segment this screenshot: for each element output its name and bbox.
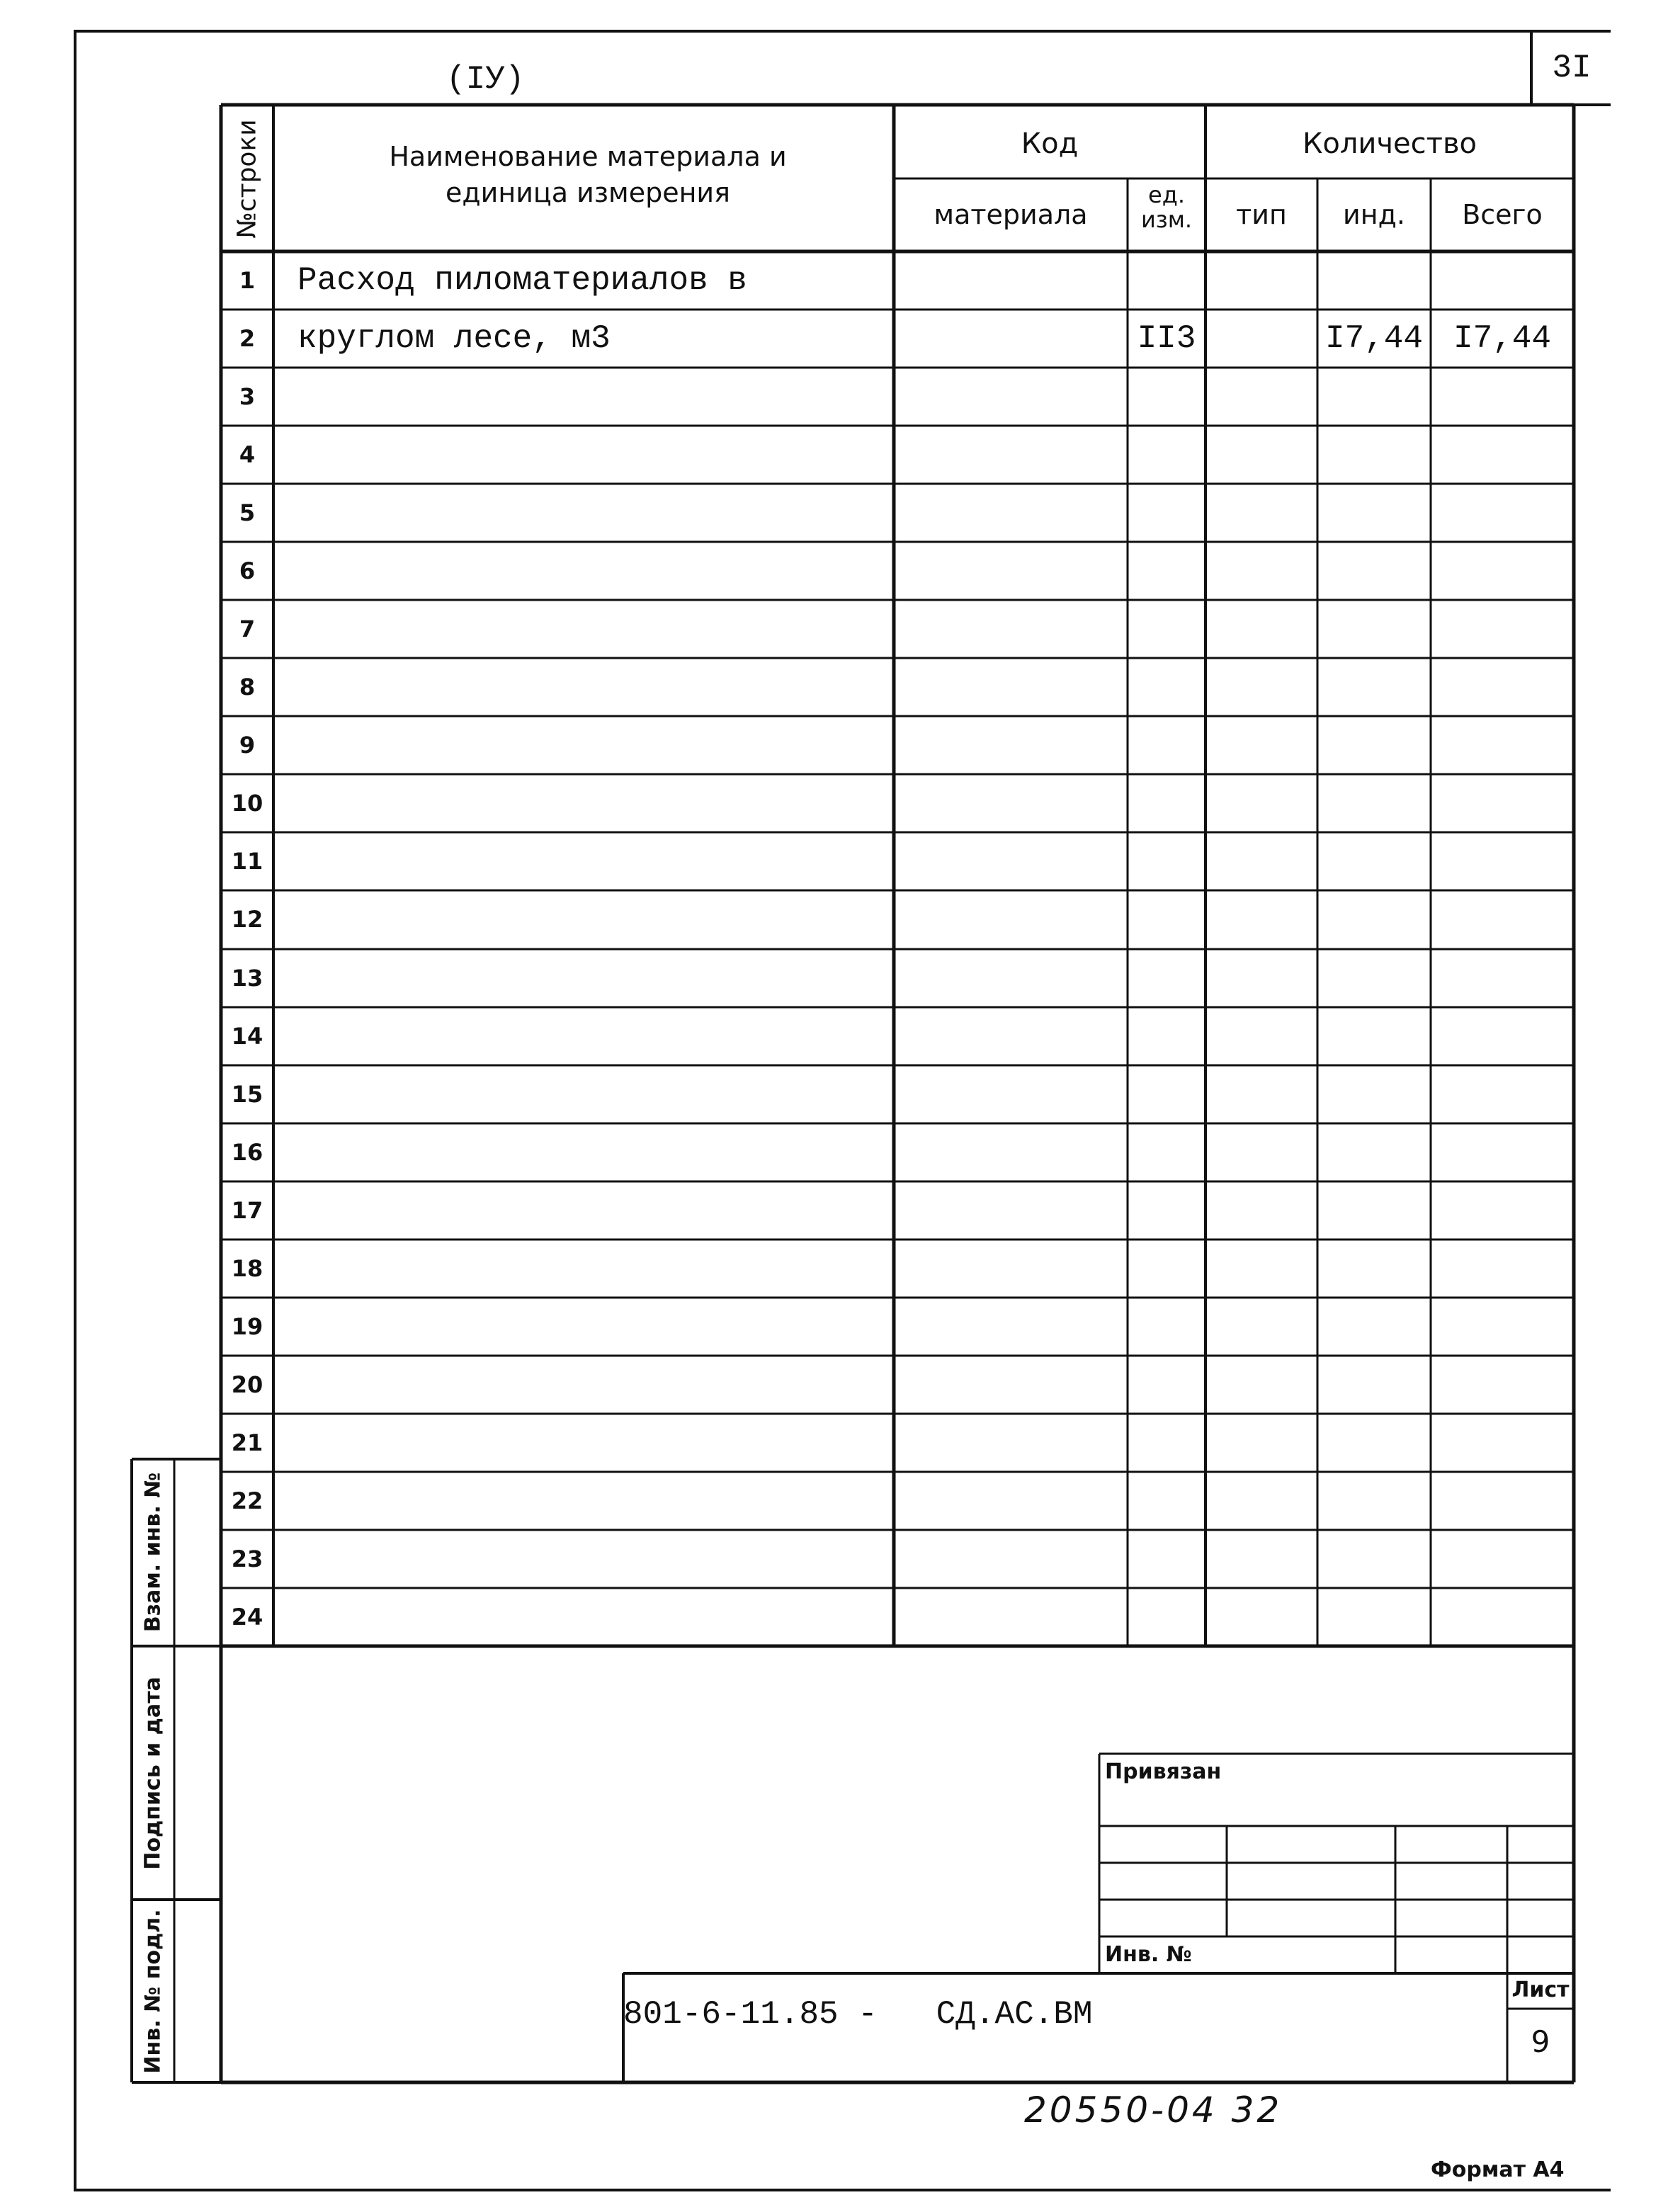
cell-material <box>894 1356 1128 1414</box>
cell-ind <box>1317 716 1431 774</box>
sheet-number: 9 <box>1531 2024 1550 2059</box>
cell-unit <box>1128 949 1205 1007</box>
cell-n: 16 <box>231 1138 263 1166</box>
cell-material <box>894 1240 1128 1298</box>
cell-material <box>894 1298 1128 1356</box>
cell-type <box>1205 1588 1317 1646</box>
cell-n: 15 <box>231 1080 263 1108</box>
cell-unit <box>1128 600 1205 658</box>
cell-ind <box>1317 1414 1431 1472</box>
cell-n: 11 <box>231 848 263 875</box>
cell-type <box>1205 1123 1317 1181</box>
cell-unit <box>1128 1240 1205 1298</box>
cell-material <box>894 310 1128 368</box>
cell-unit <box>1128 1588 1205 1646</box>
cell-type <box>1205 542 1317 600</box>
cell-unit <box>1128 1007 1205 1065</box>
cell-ind <box>1317 774 1431 832</box>
cell-total <box>1431 716 1574 774</box>
cell-name <box>297 1356 885 1414</box>
header-qty-type: тип <box>1236 199 1287 230</box>
header-row-no-label: №строки <box>232 119 262 239</box>
cell-n: 6 <box>239 557 256 585</box>
cell-n: 2 <box>239 325 256 353</box>
cell-name <box>297 426 885 484</box>
cell-unit <box>1128 716 1205 774</box>
cell-name <box>297 1007 885 1065</box>
cell-ind <box>1317 1472 1431 1530</box>
cell-name <box>297 1181 885 1240</box>
header-qty-ind: инд. <box>1343 199 1405 230</box>
cell-unit <box>1128 890 1205 948</box>
cell-ind <box>1317 949 1431 1007</box>
cell-total <box>1431 1530 1574 1588</box>
cell-n: 4 <box>239 441 256 469</box>
cell-name <box>297 484 885 542</box>
cell-type <box>1205 832 1317 890</box>
cell-type <box>1205 1472 1317 1530</box>
cell-total: I7,44 <box>1453 320 1552 358</box>
cell-ind <box>1317 1240 1431 1298</box>
cell-total <box>1431 1414 1574 1472</box>
cell-n: 13 <box>231 964 263 992</box>
cell-name <box>297 1472 885 1530</box>
cell-n: 1 <box>239 267 256 294</box>
cell-ind <box>1317 542 1431 600</box>
cell-name <box>297 949 885 1007</box>
cell-n: 14 <box>231 1022 263 1050</box>
stamp-inv-podl: Инв. № подл. <box>140 1909 166 2074</box>
cell-total <box>1431 949 1574 1007</box>
cell-total <box>1431 890 1574 948</box>
cell-material <box>894 1472 1128 1530</box>
cell-name <box>297 542 885 600</box>
cell-n: 3 <box>239 383 256 411</box>
cell-type <box>1205 1530 1317 1588</box>
cell-type <box>1205 426 1317 484</box>
cell-ind <box>1317 484 1431 542</box>
cell-type <box>1205 1298 1317 1356</box>
cell-unit <box>1128 484 1205 542</box>
cell-ind <box>1317 890 1431 948</box>
cell-material <box>894 716 1128 774</box>
cell-unit <box>1128 1356 1205 1414</box>
cell-type <box>1205 1065 1317 1123</box>
cell-material <box>894 1181 1128 1240</box>
cell-type <box>1205 949 1317 1007</box>
cell-n: 23 <box>231 1545 263 1572</box>
cell-material <box>894 1414 1128 1472</box>
stamp-podpis: Подпись и дата <box>140 1677 166 1870</box>
cell-total <box>1431 1123 1574 1181</box>
cell-type <box>1205 658 1317 716</box>
header-code: Код <box>1021 127 1079 160</box>
cell-total <box>1431 832 1574 890</box>
cell-unit <box>1128 426 1205 484</box>
cell-name <box>297 1298 885 1356</box>
cell-total <box>1431 484 1574 542</box>
cell-material <box>894 600 1128 658</box>
cell-name <box>297 774 885 832</box>
cell-total <box>1431 600 1574 658</box>
cell-type <box>1205 774 1317 832</box>
cell-type <box>1205 368 1317 426</box>
cell-name <box>297 658 885 716</box>
cell-n: 8 <box>239 674 256 701</box>
cell-total <box>1431 1065 1574 1123</box>
cell-name <box>297 1588 885 1646</box>
cell-type <box>1205 716 1317 774</box>
cell-n: 18 <box>231 1254 263 1282</box>
cell-material <box>894 949 1128 1007</box>
cell-name <box>297 832 885 890</box>
footer-number: 20550-04 32 <box>1024 2089 1283 2131</box>
cell-unit <box>1128 1123 1205 1181</box>
cell-n: 21 <box>231 1429 263 1456</box>
cell-unit <box>1128 251 1205 310</box>
cell-total <box>1431 542 1574 600</box>
cell-ind <box>1317 1065 1431 1123</box>
cell-material <box>894 368 1128 426</box>
cell-ind <box>1317 1298 1431 1356</box>
cell-type <box>1205 1007 1317 1065</box>
cell-total <box>1431 1356 1574 1414</box>
cell-name <box>297 1065 885 1123</box>
cell-n: 12 <box>231 906 263 934</box>
cell-total <box>1431 1298 1574 1356</box>
cell-n: 19 <box>231 1312 263 1340</box>
header-name: Наименование материала и единица измерения <box>389 141 787 209</box>
cell-name: круглом лесе, м3 <box>297 320 611 358</box>
cell-unit <box>1128 542 1205 600</box>
cell-unit <box>1128 774 1205 832</box>
cell-type <box>1205 600 1317 658</box>
cell-n: 5 <box>239 499 256 527</box>
cell-type <box>1205 1414 1317 1472</box>
cell-unit <box>1128 658 1205 716</box>
header-row-no <box>221 105 273 251</box>
cell-type <box>1205 310 1317 368</box>
cell-unit <box>1128 1414 1205 1472</box>
cell-ind <box>1317 658 1431 716</box>
cell-ind <box>1317 1588 1431 1646</box>
cell-ind <box>1317 251 1431 310</box>
section-label: (IУ) <box>446 61 525 98</box>
format-label: Формат А4 <box>1431 2157 1565 2182</box>
header-code-material: материала <box>934 199 1088 230</box>
cell-material <box>894 1123 1128 1181</box>
cell-material <box>894 774 1128 832</box>
cell-material <box>894 426 1128 484</box>
cell-n: 22 <box>231 1487 263 1514</box>
cell-ind <box>1317 426 1431 484</box>
cell-name <box>297 368 885 426</box>
cell-unit <box>1128 1065 1205 1123</box>
cell-n: 17 <box>231 1196 263 1224</box>
cell-material <box>894 1588 1128 1646</box>
inv-no-label: Инв. № <box>1105 1942 1192 1967</box>
cell-material <box>894 1007 1128 1065</box>
cell-material <box>894 1065 1128 1123</box>
cell-ind <box>1317 832 1431 890</box>
cell-total <box>1431 1240 1574 1298</box>
cell-total <box>1431 251 1574 310</box>
cell-name <box>297 1414 885 1472</box>
cell-total <box>1431 774 1574 832</box>
privyazan-label: Привязан <box>1105 1759 1222 1784</box>
cell-ind <box>1317 368 1431 426</box>
cell-name: Расход пиломатериалов в <box>297 262 747 299</box>
sheet-label: Лист <box>1511 1978 1570 2002</box>
cell-material <box>894 890 1128 948</box>
cell-unit <box>1128 1472 1205 1530</box>
cell-n: 20 <box>231 1371 263 1398</box>
cell-type <box>1205 1181 1317 1240</box>
cell-material <box>894 832 1128 890</box>
cell-total <box>1431 426 1574 484</box>
cell-type <box>1205 251 1317 310</box>
header-quantity: Количество <box>1302 127 1477 160</box>
designation: 801-6-11.85 - СД.АС.ВМ <box>623 1996 1093 2033</box>
page-number: 3I <box>1552 50 1592 86</box>
cell-name <box>297 1240 885 1298</box>
cell-name <box>297 716 885 774</box>
cell-material <box>894 658 1128 716</box>
cell-unit <box>1128 1530 1205 1588</box>
cell-unit <box>1128 1298 1205 1356</box>
cell-total <box>1431 368 1574 426</box>
cell-total <box>1431 1472 1574 1530</box>
cell-type <box>1205 1356 1317 1414</box>
cell-n: 10 <box>231 790 263 817</box>
cell-material <box>894 484 1128 542</box>
cell-name <box>297 890 885 948</box>
cell-type <box>1205 890 1317 948</box>
cell-n: 24 <box>231 1603 263 1630</box>
cell-total <box>1431 658 1574 716</box>
cell-type <box>1205 484 1317 542</box>
cell-ind <box>1317 1181 1431 1240</box>
cell-ind: I7,44 <box>1324 320 1424 358</box>
cell-material <box>894 1530 1128 1588</box>
cell-name <box>297 1530 885 1588</box>
cell-material <box>894 251 1128 310</box>
cell-total <box>1431 1181 1574 1240</box>
header-code-unit: ед. изм. <box>1140 181 1193 234</box>
cell-ind <box>1317 600 1431 658</box>
header-qty-total: Всего <box>1462 199 1543 230</box>
cell-unit: II3 <box>1137 320 1196 358</box>
cell-unit <box>1128 832 1205 890</box>
cell-unit <box>1128 1181 1205 1240</box>
cell-ind <box>1317 1530 1431 1588</box>
cell-type <box>1205 1240 1317 1298</box>
cell-ind <box>1317 1007 1431 1065</box>
cell-name <box>297 1123 885 1181</box>
cell-unit <box>1128 368 1205 426</box>
cell-material <box>894 542 1128 600</box>
cell-name <box>297 600 885 658</box>
stamp-vzam: Взам. инв. № <box>140 1472 166 1633</box>
cell-total <box>1431 1007 1574 1065</box>
cell-total <box>1431 1588 1574 1646</box>
cell-ind <box>1317 1123 1431 1181</box>
cell-n: 9 <box>239 732 256 759</box>
cell-ind <box>1317 1356 1431 1414</box>
cell-n: 7 <box>239 616 256 643</box>
